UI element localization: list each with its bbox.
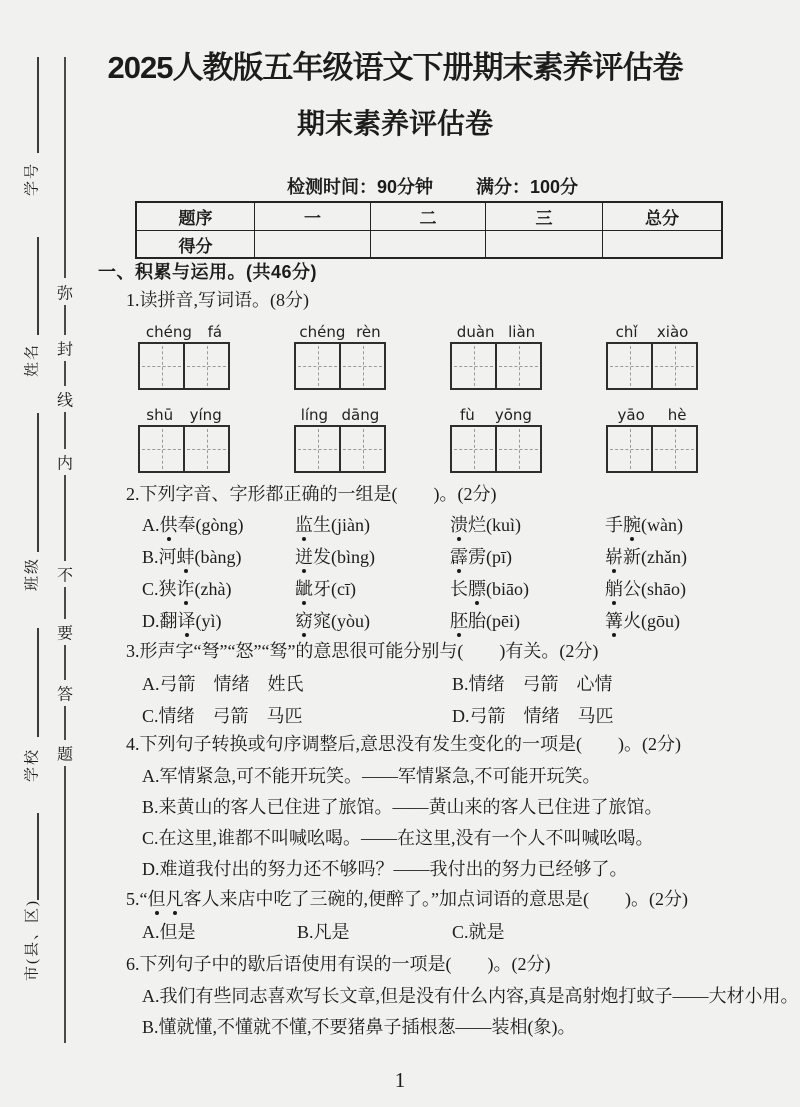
sidebar-field-label: 姓名 — [24, 342, 41, 378]
writing-grid-cell — [140, 427, 183, 471]
writing-grid-cell — [183, 427, 228, 471]
emphasized-char: 迸 — [295, 547, 313, 567]
seal-line-segment — [64, 57, 66, 278]
option-item: 篝火(gōu) — [605, 611, 680, 631]
option-item: B.河蚌(bàng) — [142, 547, 242, 567]
option-item: A.供奉(gòng) — [142, 515, 244, 535]
option-item: B.情绪 弓箭 心情 — [452, 674, 613, 694]
pinyin-syllable: chǐ — [615, 323, 638, 341]
score-table — [135, 201, 723, 259]
score-table-value-cell — [602, 230, 721, 257]
pinyin-label — [606, 407, 698, 424]
writing-grid-cell — [296, 427, 339, 471]
emphasized-char: 霹 — [450, 547, 468, 567]
pinyin-syllable: yōng — [494, 406, 532, 424]
option-item: 迸发(bìng) — [295, 547, 375, 567]
field-fill-line — [37, 413, 39, 552]
seal-char: 内 — [56, 455, 74, 473]
emphasized-char: 诈 — [176, 579, 195, 599]
option-item: B.懂就懂,不懂就不懂,不要猪鼻子插根葱——装相(象)。 — [142, 1017, 576, 1037]
option-item: C.就是 — [452, 922, 505, 942]
emphasized-char: 胚 — [450, 611, 468, 631]
exam-title: 2025人教版五年级语文下册期末素养评估卷 — [107, 50, 683, 85]
seal-char: 不 — [56, 567, 74, 585]
option-item: 监生(jiàn) — [295, 515, 370, 535]
writing-grid-cell — [452, 344, 495, 388]
pinyin-syllable: yíng — [189, 406, 222, 424]
option-item: B.来黄山的客人已住进了旅馆。——黄山来的客人已住进了旅馆。 — [142, 797, 663, 817]
option-item: 霹雳(pī) — [450, 547, 512, 567]
option-item: C.在这里,谁都不叫喊吆喝。——在这里,没有一个人不叫喊吆喝。 — [142, 828, 654, 848]
option-item: D.弓箭 情绪 马匹 — [452, 706, 614, 726]
seal-line-segment — [64, 475, 66, 561]
pinyin-syllable: dāng — [341, 406, 380, 424]
emphasized-char: 崭 — [605, 547, 623, 567]
seal-char: 要 — [56, 625, 74, 643]
pinyin-syllable: líng — [300, 406, 329, 424]
writing-grid — [606, 425, 698, 473]
field-fill-line — [37, 813, 39, 900]
seal-line-segment — [64, 412, 66, 449]
emphasized-char: 监 — [295, 515, 313, 535]
field-fill-line — [37, 628, 39, 737]
pinyin-syllable: chéng — [299, 323, 346, 341]
writing-grid — [138, 342, 230, 390]
seal-line-segment — [64, 706, 66, 740]
pinyin-syllable: rèn — [356, 323, 381, 341]
pinyin-syllable: xiào — [656, 323, 689, 341]
emphasized-char: 膘 — [468, 579, 486, 599]
writing-grid — [138, 425, 230, 473]
option-item: 艄公(shāo) — [605, 579, 686, 599]
exam-subtitle: 期末素养评估卷 — [296, 108, 493, 139]
emphasized-char: 艄 — [605, 579, 623, 599]
score-table-value-cell — [370, 230, 485, 257]
option-item: 龇牙(cī) — [295, 579, 356, 599]
score-table-header-cell: 二 — [370, 203, 485, 230]
score-table-value-cell — [485, 230, 602, 257]
sidebar-field-label: 市(县、区) — [24, 899, 41, 981]
writing-grid-cell — [339, 427, 384, 471]
option-item: 崭新(zhǎn) — [605, 547, 687, 567]
seal-char: 封 — [56, 341, 74, 359]
question-6-stem: 6.下列句子中的歇后语使用有误的一项是( )。(2分) — [126, 954, 551, 974]
option-item: 窈窕(yòu) — [295, 611, 370, 631]
writing-grid-cell — [651, 427, 696, 471]
writing-grid — [294, 342, 386, 390]
pinyin-syllable: fù — [460, 406, 475, 424]
pinyin-syllable: yāo — [617, 406, 645, 424]
emphasized-char: 但 — [147, 889, 166, 909]
pinyin-label — [294, 324, 386, 341]
seal-line-segment — [64, 766, 66, 1043]
option-item: C.情绪 弓箭 马匹 — [142, 706, 303, 726]
pinyin-syllable: fá — [207, 323, 223, 341]
field-fill-line — [37, 237, 39, 335]
option-item: 长膘(biāo) — [450, 579, 529, 599]
emphasized-char: 蚌 — [176, 547, 195, 567]
pinyin-label — [138, 324, 230, 341]
emphasized-char: 供 — [159, 515, 178, 535]
pinyin-syllable: hè — [667, 406, 687, 424]
seal-char: 弥 — [56, 285, 74, 303]
emphasized-char: 龇 — [295, 579, 313, 599]
writing-grid-cell — [608, 344, 651, 388]
question-5-stem: 5.“但凡客人来店中吃了三碗的,便醉了。”加点词语的意思是( )。(2分) — [126, 889, 688, 909]
exam-full-score-label: 满分：100分 — [476, 177, 579, 197]
seal-char: 答 — [56, 686, 74, 704]
score-table-header-cell: 三 — [485, 203, 602, 230]
option-item: D.翻译(yì) — [142, 611, 222, 631]
question-4-stem: 4.下列句子转换或句序调整后,意思没有发生变化的一项是( )。(2分) — [126, 734, 681, 754]
emphasized-char: 溃 — [450, 515, 468, 535]
question-3-stem: 3.形声字“弩”“怒”“驽”的意思很可能分别与( )有关。(2分) — [126, 641, 599, 661]
writing-grid-cell — [608, 427, 651, 471]
pinyin-syllable: liàn — [508, 323, 536, 341]
seal-char: 线 — [56, 392, 74, 410]
option-item: 溃烂(kuì) — [450, 515, 521, 535]
option-item: C.狭诈(zhà) — [142, 579, 232, 599]
writing-grid — [294, 425, 386, 473]
question-1-stem: 1.读拼音,写词语。(8分) — [126, 290, 309, 310]
writing-grid-cell — [339, 344, 384, 388]
score-table-header-cell: 总分 — [602, 203, 721, 230]
option-item: D.难道我付出的努力还不够吗？——我付出的努力已经够了。 — [142, 859, 628, 879]
pinyin-label — [450, 407, 542, 424]
writing-grid-cell — [183, 344, 228, 388]
score-table-value-cell — [254, 230, 370, 257]
option-item: A.但是 — [142, 922, 196, 942]
option-item: A.弓箭 情绪 姓氏 — [142, 674, 304, 694]
option-item: 手腕(wàn) — [605, 515, 683, 535]
field-fill-line — [37, 57, 39, 153]
writing-grid — [450, 342, 542, 390]
option-item: 胚胎(pēi) — [450, 611, 520, 631]
writing-grid — [606, 342, 698, 390]
seal-char: 题 — [56, 746, 74, 764]
sidebar-field-label: 学号 — [24, 161, 41, 197]
writing-grid-cell — [296, 344, 339, 388]
option-item: B.凡是 — [297, 922, 350, 942]
pinyin-syllable: chéng — [145, 323, 192, 341]
writing-grid-cell — [495, 427, 540, 471]
emphasized-char: 腕 — [623, 515, 641, 535]
question-2-stem: 2.下列字音、字形都正确的一组是( )。(2分) — [126, 484, 497, 504]
pinyin-syllable: duàn — [456, 323, 495, 341]
section-1-heading: 一、积累与运用。(共46分) — [98, 262, 318, 282]
pinyin-label — [606, 324, 698, 341]
option-item: A.我们有些同志喜欢写长文章,但是没有什么内容,真是高射炮打蚊子——大材小用。 — [142, 986, 799, 1006]
pinyin-label — [294, 407, 386, 424]
writing-grid-cell — [651, 344, 696, 388]
writing-grid-cell — [452, 427, 495, 471]
pinyin-syllable: shū — [146, 406, 174, 424]
emphasized-char: 凡 — [165, 889, 184, 909]
pinyin-label — [138, 407, 230, 424]
emphasized-char: 译 — [177, 611, 196, 631]
sidebar-field-label: 学校 — [24, 747, 41, 783]
option-item: A.军情紧急,可不能开玩笑。——军情紧急,不可能开玩笑。 — [142, 766, 601, 786]
score-table-header-cell: 一 — [254, 203, 370, 230]
seal-line-segment — [64, 645, 66, 680]
seal-line-segment — [64, 361, 66, 386]
writing-grid-cell — [495, 344, 540, 388]
score-table-row-label: 得分 — [137, 230, 254, 257]
seal-line-segment — [64, 305, 66, 335]
emphasized-char: 窈 — [295, 611, 313, 631]
emphasized-char: 篝 — [605, 611, 623, 631]
score-table-header-cell: 题序 — [178, 209, 213, 228]
writing-grid-cell — [140, 344, 183, 388]
pinyin-label — [450, 324, 542, 341]
sidebar-field-label: 班级 — [24, 556, 41, 592]
exam-time-label: 检测时间：90分钟 — [287, 177, 434, 197]
seal-line-segment — [64, 587, 66, 619]
page-number: 1 — [394, 1068, 406, 1092]
writing-grid — [450, 425, 542, 473]
